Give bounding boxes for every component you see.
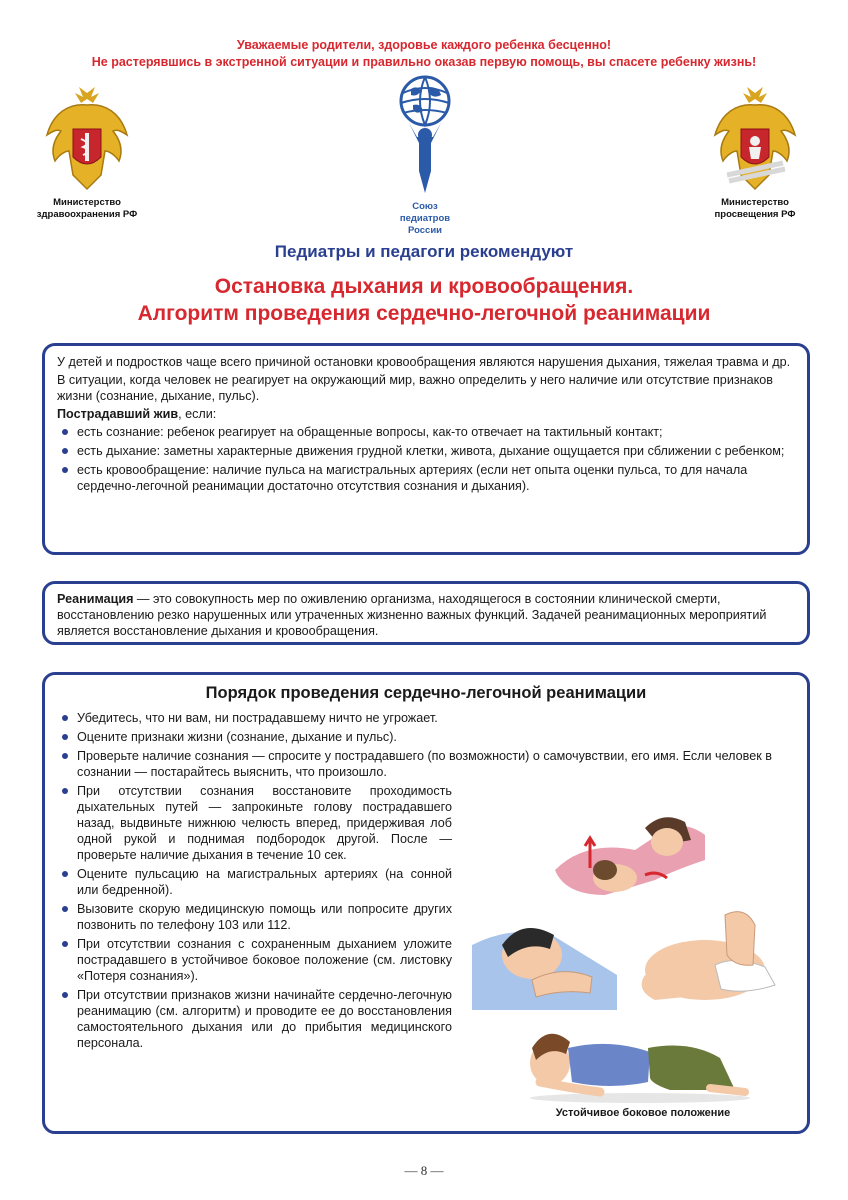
alive-criteria-intro [57, 406, 795, 422]
paragraph: У детей и подростков чаще всего причиной остановки кровообращения являются нарушения дыхания, тяжелая травма и др. [57, 355, 791, 369]
logo-left-line-2: здравоохранения РФ [36, 209, 138, 220]
definition-paragraph [57, 591, 795, 639]
header-appeal [0, 37, 848, 71]
procedure-list-wide [57, 710, 795, 780]
globe-figure-icon [389, 75, 461, 197]
logo-right-line-1: Министерство [721, 197, 789, 208]
logo-center-line-2: педиатров [399, 213, 451, 224]
femoral-pulse-illustration [625, 905, 795, 1010]
definition-text: — это совокупность мер по оживлению организма, находящегося в состоянии клинической смерти, восстановлению резко нарушенных или утраченных жизненно важных функций. Задачей реанимационных мероприятий является восстановление дыхания и кровообращения. [57, 592, 767, 638]
header-line-1: Уважаемые родители, здоровье каждого ребенка бесценно! [236, 38, 612, 52]
list-item: есть сознание: ребенок реагирует на обращенные вопросы, как-то отвечает на тактильный контакт; [57, 424, 795, 440]
alive-bold-label: Пострадавший жив [57, 407, 179, 421]
page-title [0, 273, 848, 327]
alive-criteria-list [57, 424, 795, 494]
list-item: есть дыхание: заметны характерные движения грудной клетки, живота, дыхание ощущается при сближении с ребенком; [57, 443, 795, 459]
info-box-causes [42, 343, 810, 555]
header-line-2: Не растерявшись в экстренной ситуации и правильно оказав первую помощь, вы спасете ребенку жизнь! [91, 55, 757, 69]
eagle-emblem-icon [707, 85, 803, 193]
recovery-position-illustration [520, 1018, 760, 1103]
procedure-title: Порядок проведения сердечно-легочной реанимации [205, 684, 647, 702]
definition-term: Реанимация [57, 592, 134, 606]
carotid-pulse-illustration [472, 905, 617, 1010]
airway-opening-illustration [545, 800, 715, 900]
list-item: Вызовите скорую медицинскую помощь или попросите других позвонить по телефону 103 или 112. [57, 901, 452, 933]
recommend-heading: Педиатры и педагоги рекомендуют [274, 242, 574, 261]
illustration-caption: Устойчивое боковое положение [555, 1107, 731, 1119]
list-item: есть кровообращение: наличие пульса на магистральных артериях (если нет опыта оценки пульса, то для начала сердечно-легочной реанимации достаточно отсутствия сознания и дыхания). [57, 462, 795, 494]
logo-ministry-health [22, 85, 152, 221]
alive-rest: , если: [178, 407, 217, 421]
list-item: При отсутствии признаков жизни начинайте сердечно-легочную реанимацию (см. алгоритм) и проводите ее до восстановления самостоятельного дыхания или до прибытия медицинского персонала. [57, 987, 452, 1051]
list-item: Проверьте наличие сознания — спросите у пострадавшего (по возможности) о самочувствии, его имя. Если человек в сознании — постарайтесь выяснить, что произошло. [57, 748, 795, 780]
list-item: При отсутствии сознания с сохраненным дыханием уложите пострадавшего в устойчивое боковое положение (см. листовку «Потеря сознания»). [57, 936, 452, 984]
info-box-definition [42, 581, 810, 645]
list-item: Оцените пульсацию на магистральных артериях (на сонной или бедренной). [57, 866, 452, 898]
procedure-list-narrow [57, 783, 452, 1051]
logo-ministry-education [690, 85, 820, 221]
logo-pediatricians-union [373, 75, 477, 237]
logo-center-line-1: Союз [412, 201, 438, 212]
list-item: При отсутствии сознания восстановите проходимость дыхательных путей — запрокиньте голову пострадавшего назад, выдвиньте нижнюю челюсть вперед, придерживая лоб одной рукой и поднимая подбородок другой. После — проверьте наличие дыхания в течение 10 сек. [57, 783, 452, 863]
logo-left-line-1: Министерство [53, 197, 121, 208]
eagle-emblem-icon [39, 85, 135, 193]
paragraph: В ситуации, когда человек не реагирует на окружающий мир, важно определить у него наличие или отсутствие признаков жизни (сознание, дыхание, пульс). [57, 373, 773, 403]
title-line-1: Остановка дыхания и кровообращения. [214, 275, 634, 298]
logo-right-line-2: просвещения РФ [714, 209, 796, 220]
list-item: Убедитесь, что ни вам, ни пострадавшему ничто не угрожает. [57, 710, 795, 726]
page-number: — 8 — [404, 1163, 444, 1178]
title-line-2: Алгоритм проведения сердечно-легочной реанимации [137, 302, 711, 325]
logo-center-line-3: России [407, 225, 443, 236]
list-item: Оцените признаки жизни (сознание, дыхание и пульс). [57, 729, 795, 745]
